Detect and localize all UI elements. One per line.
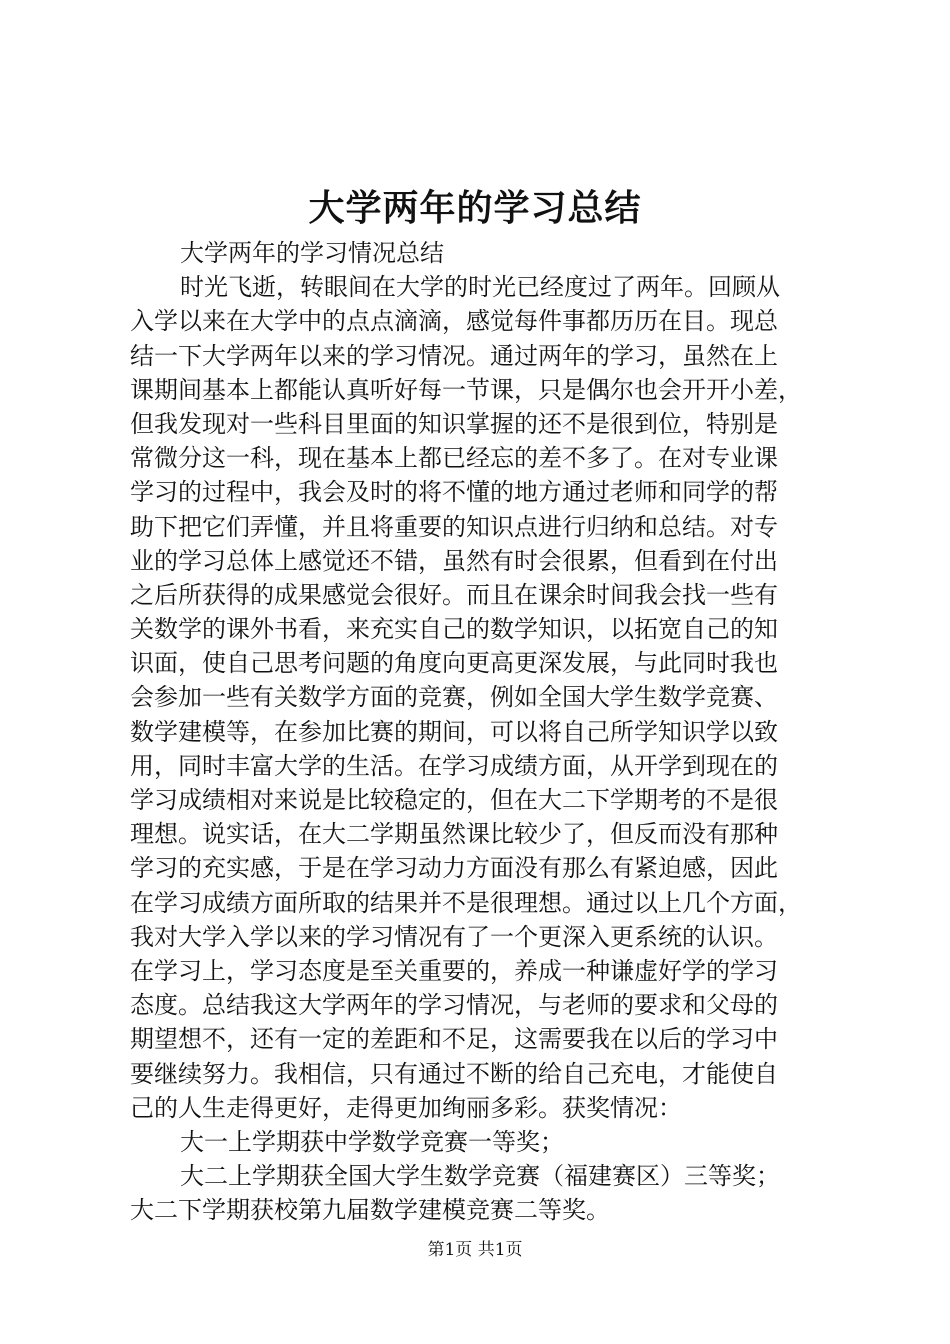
body-line: 理想。说实话，在大二学期虽然课比较少了，但反而没有那种: [130, 820, 778, 849]
body-line: 会参加一些有关数学方面的竞赛，例如全国大学生数学竞赛、: [130, 683, 778, 712]
body-line: 在学习成绩方面所取的结果并不是很理想。通过以上几个方面，: [130, 888, 802, 917]
body-line: 但我发现对一些科目里面的知识掌握的还不是很到位，特别是: [130, 409, 778, 438]
body-line: 关数学的课外书看，来充实自己的数学知识，以拓宽自己的知: [130, 615, 778, 644]
body-line: 大一上学期获中学数学竞赛一等奖；: [180, 1127, 564, 1156]
document-title: 大学两年的学习总结: [308, 188, 642, 229]
body-line: 常微分这一科，现在基本上都已经忘的差不多了。在对专业课: [130, 444, 778, 473]
body-line: 大二上学期获全国大学生数学竞赛（福建赛区）三等奖；: [180, 1162, 780, 1191]
body-line: 入学以来在大学中的点点滴滴，感觉每件事都历历在目。现总: [130, 307, 778, 336]
body-line: 我对大学入学以来的学习情况有了一个更深入更系统的认识。: [130, 922, 778, 951]
body-line: 学习成绩相对来说是比较稳定的，但在大二下学期考的不是很: [130, 786, 778, 814]
body-line: 在学习上，学习态度是至关重要的，养成一种谦虚好学的学习: [130, 956, 778, 985]
body-line: 用，同时丰富大学的生活。在学习成绩方面，从开学到现在的: [130, 751, 778, 780]
page-footer: 第1页 共1页: [427, 1240, 523, 1260]
body-line: 时光飞逝，转眼间在大学的时光已经度过了两年。回顾从: [180, 273, 780, 302]
body-line: 课期间基本上都能认真听好每一节课，只是偶尔也会开开小差，: [130, 375, 802, 404]
body-line: 大学两年的学习情况总结: [180, 239, 444, 267]
body-line: 己的人生走得更好，走得更加绚丽多彩。获奖情况：: [130, 1093, 682, 1122]
body-line: 结一下大学两年以来的学习情况。通过两年的学习，虽然在上: [130, 341, 778, 370]
body-line: 态度。总结我这大学两年的学习情况，与老师的要求和父母的: [130, 991, 778, 1020]
body-line: 要继续努力。我相信，只有通过不断的给自己充电，才能使自: [130, 1059, 778, 1088]
body-line: 之后所获得的成果感觉会很好。而且在课余时间我会找一些有: [130, 580, 778, 609]
body-line: 期望想不，还有一定的差距和不足，这需要我在以后的学习中: [130, 1025, 778, 1054]
body-line: 大二下学期获校第九届数学建模竞赛二等奖。: [130, 1196, 610, 1225]
document-body: [130, 236, 830, 1227]
body-line: 学习的充实感，于是在学习动力方面没有那么有紧迫感，因此: [130, 854, 778, 883]
body-line: 业的学习总体上感觉还不错，虽然有时会很累，但看到在付出: [130, 546, 778, 575]
body-line: 助下把它们弄懂，并且将重要的知识点进行归纳和总结。对专: [130, 512, 778, 541]
body-line: 识面，使自己思考问题的角度向更高更深发展，与此同时我也: [130, 649, 778, 678]
body-line: 数学建模等，在参加比赛的期间，可以将自己所学知识学以致: [130, 717, 778, 746]
body-line: 学习的过程中，我会及时的将不懂的地方通过老师和同学的帮: [130, 478, 778, 507]
